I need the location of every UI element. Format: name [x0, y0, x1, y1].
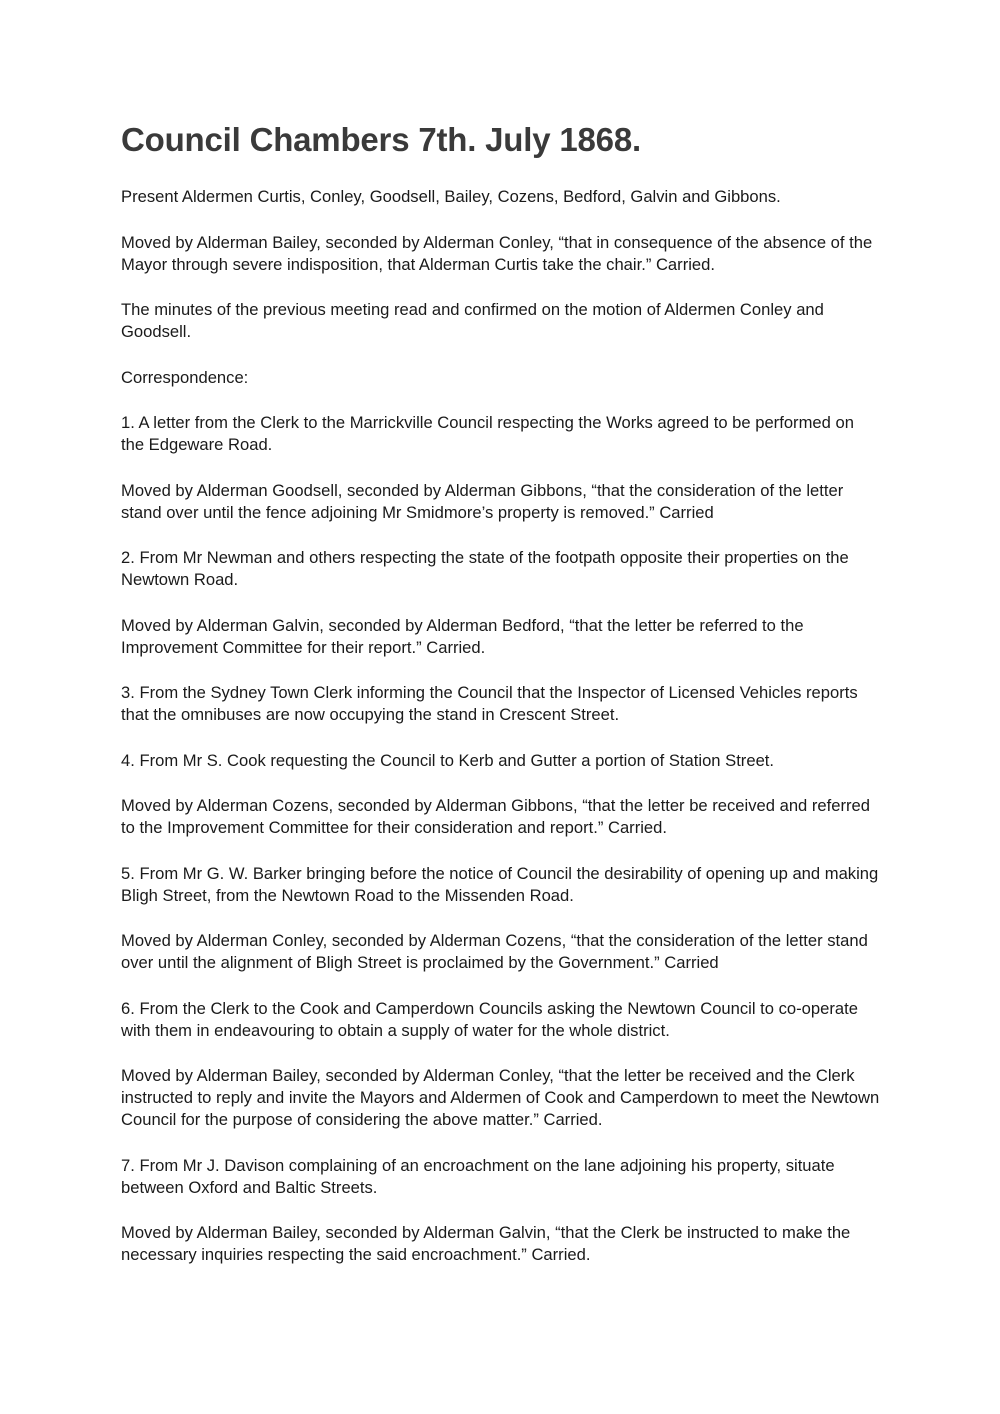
- motion-paragraph: Moved by Alderman Goodsell, seconded by Alderman Gibbons, “that the consideration of the letter stand over until the fence adjoining Mr Smidmore’s property is removed.” Carried: [121, 480, 844, 522]
- page-title: Council Chambers 7th. July 1868.: [121, 121, 641, 158]
- minutes-paragraph: The minutes of the previous meeting read and confirmed on the motion of Aldermen Conley and Goodsell.: [121, 300, 824, 341]
- correspondence-item: 4. From Mr S. Cook requesting the Council to Kerb and Gutter a portion of Station Street.: [121, 750, 775, 770]
- correspondence-item: 5. From Mr G. W. Barker bringing before the notice of Council the desirability of opening up and making Bligh Street, from the Newtown Road to the Missenden Road.: [121, 863, 879, 905]
- correspondence-item: 7. From Mr J. Davison complaining of an encroachment on the lane adjoining his property, situate between Oxford and Baltic Streets.: [121, 1155, 835, 1197]
- correspondence-item: 2. From Mr Newman and others respecting the state of the footpath opposite their properties on the Newtown Road.: [121, 548, 849, 589]
- motion-paragraph: Moved by Alderman Cozens, seconded by Alderman Gibbons, “that the letter be received and referred to the Improvement Committee for their consideration and report.” Carried.: [121, 796, 870, 837]
- motion-paragraph: Moved by Alderman Bailey, seconded by Alderman Conley, “that the letter be received and the Clerk instructed to reply and invite the Mayors and Aldermen of Cook and Camperdown to meet the Newtown Council for the purpose of considering the above matter.” Carried.: [121, 1066, 880, 1129]
- correspondence-item: 1. A letter from the Clerk to the Marrickville Council respecting the Works agreed to be performed on the Edgeware Road.: [121, 413, 854, 454]
- document-page: [121, 118, 881, 1290]
- correspondence-item: 3. From the Sydney Town Clerk informing the Council that the Inspector of Licensed Vehicles reports that the omnibuses are now occupying the stand in Crescent Street.: [121, 683, 858, 724]
- attendance-paragraph: Present Aldermen Curtis, Conley, Goodsell, Bailey, Cozens, Bedford, Galvin and Gibbons.: [121, 187, 781, 206]
- correspondence-item: 6. From the Clerk to the Cook and Camperdown Councils asking the Newtown Council to co-operate with them in endeavouring to obtain a supply of water for the whole district.: [121, 998, 858, 1040]
- motion-paragraph: Moved by Alderman Bailey, seconded by Alderman Conley, “that in consequence of the absence of the Mayor through severe indisposition, that Alderman Curtis take the chair.” Carried.: [121, 232, 873, 274]
- motion-paragraph: Moved by Alderman Bailey, seconded by Alderman Galvin, “that the Clerk be instructed to make the necessary inquiries respecting the said encroachment.” Carried.: [121, 1223, 851, 1264]
- section-heading-correspondence: Correspondence:: [121, 367, 249, 387]
- motion-paragraph: Moved by Alderman Galvin, seconded by Alderman Bedford, “that the letter be referred to the Improvement Committee for their report.” Carried.: [121, 615, 804, 657]
- motion-paragraph: Moved by Alderman Conley, seconded by Alderman Cozens, “that the consideration of the letter stand over until the alignment of Bligh Street is proclaimed by the Government.” Carried: [121, 931, 868, 972]
